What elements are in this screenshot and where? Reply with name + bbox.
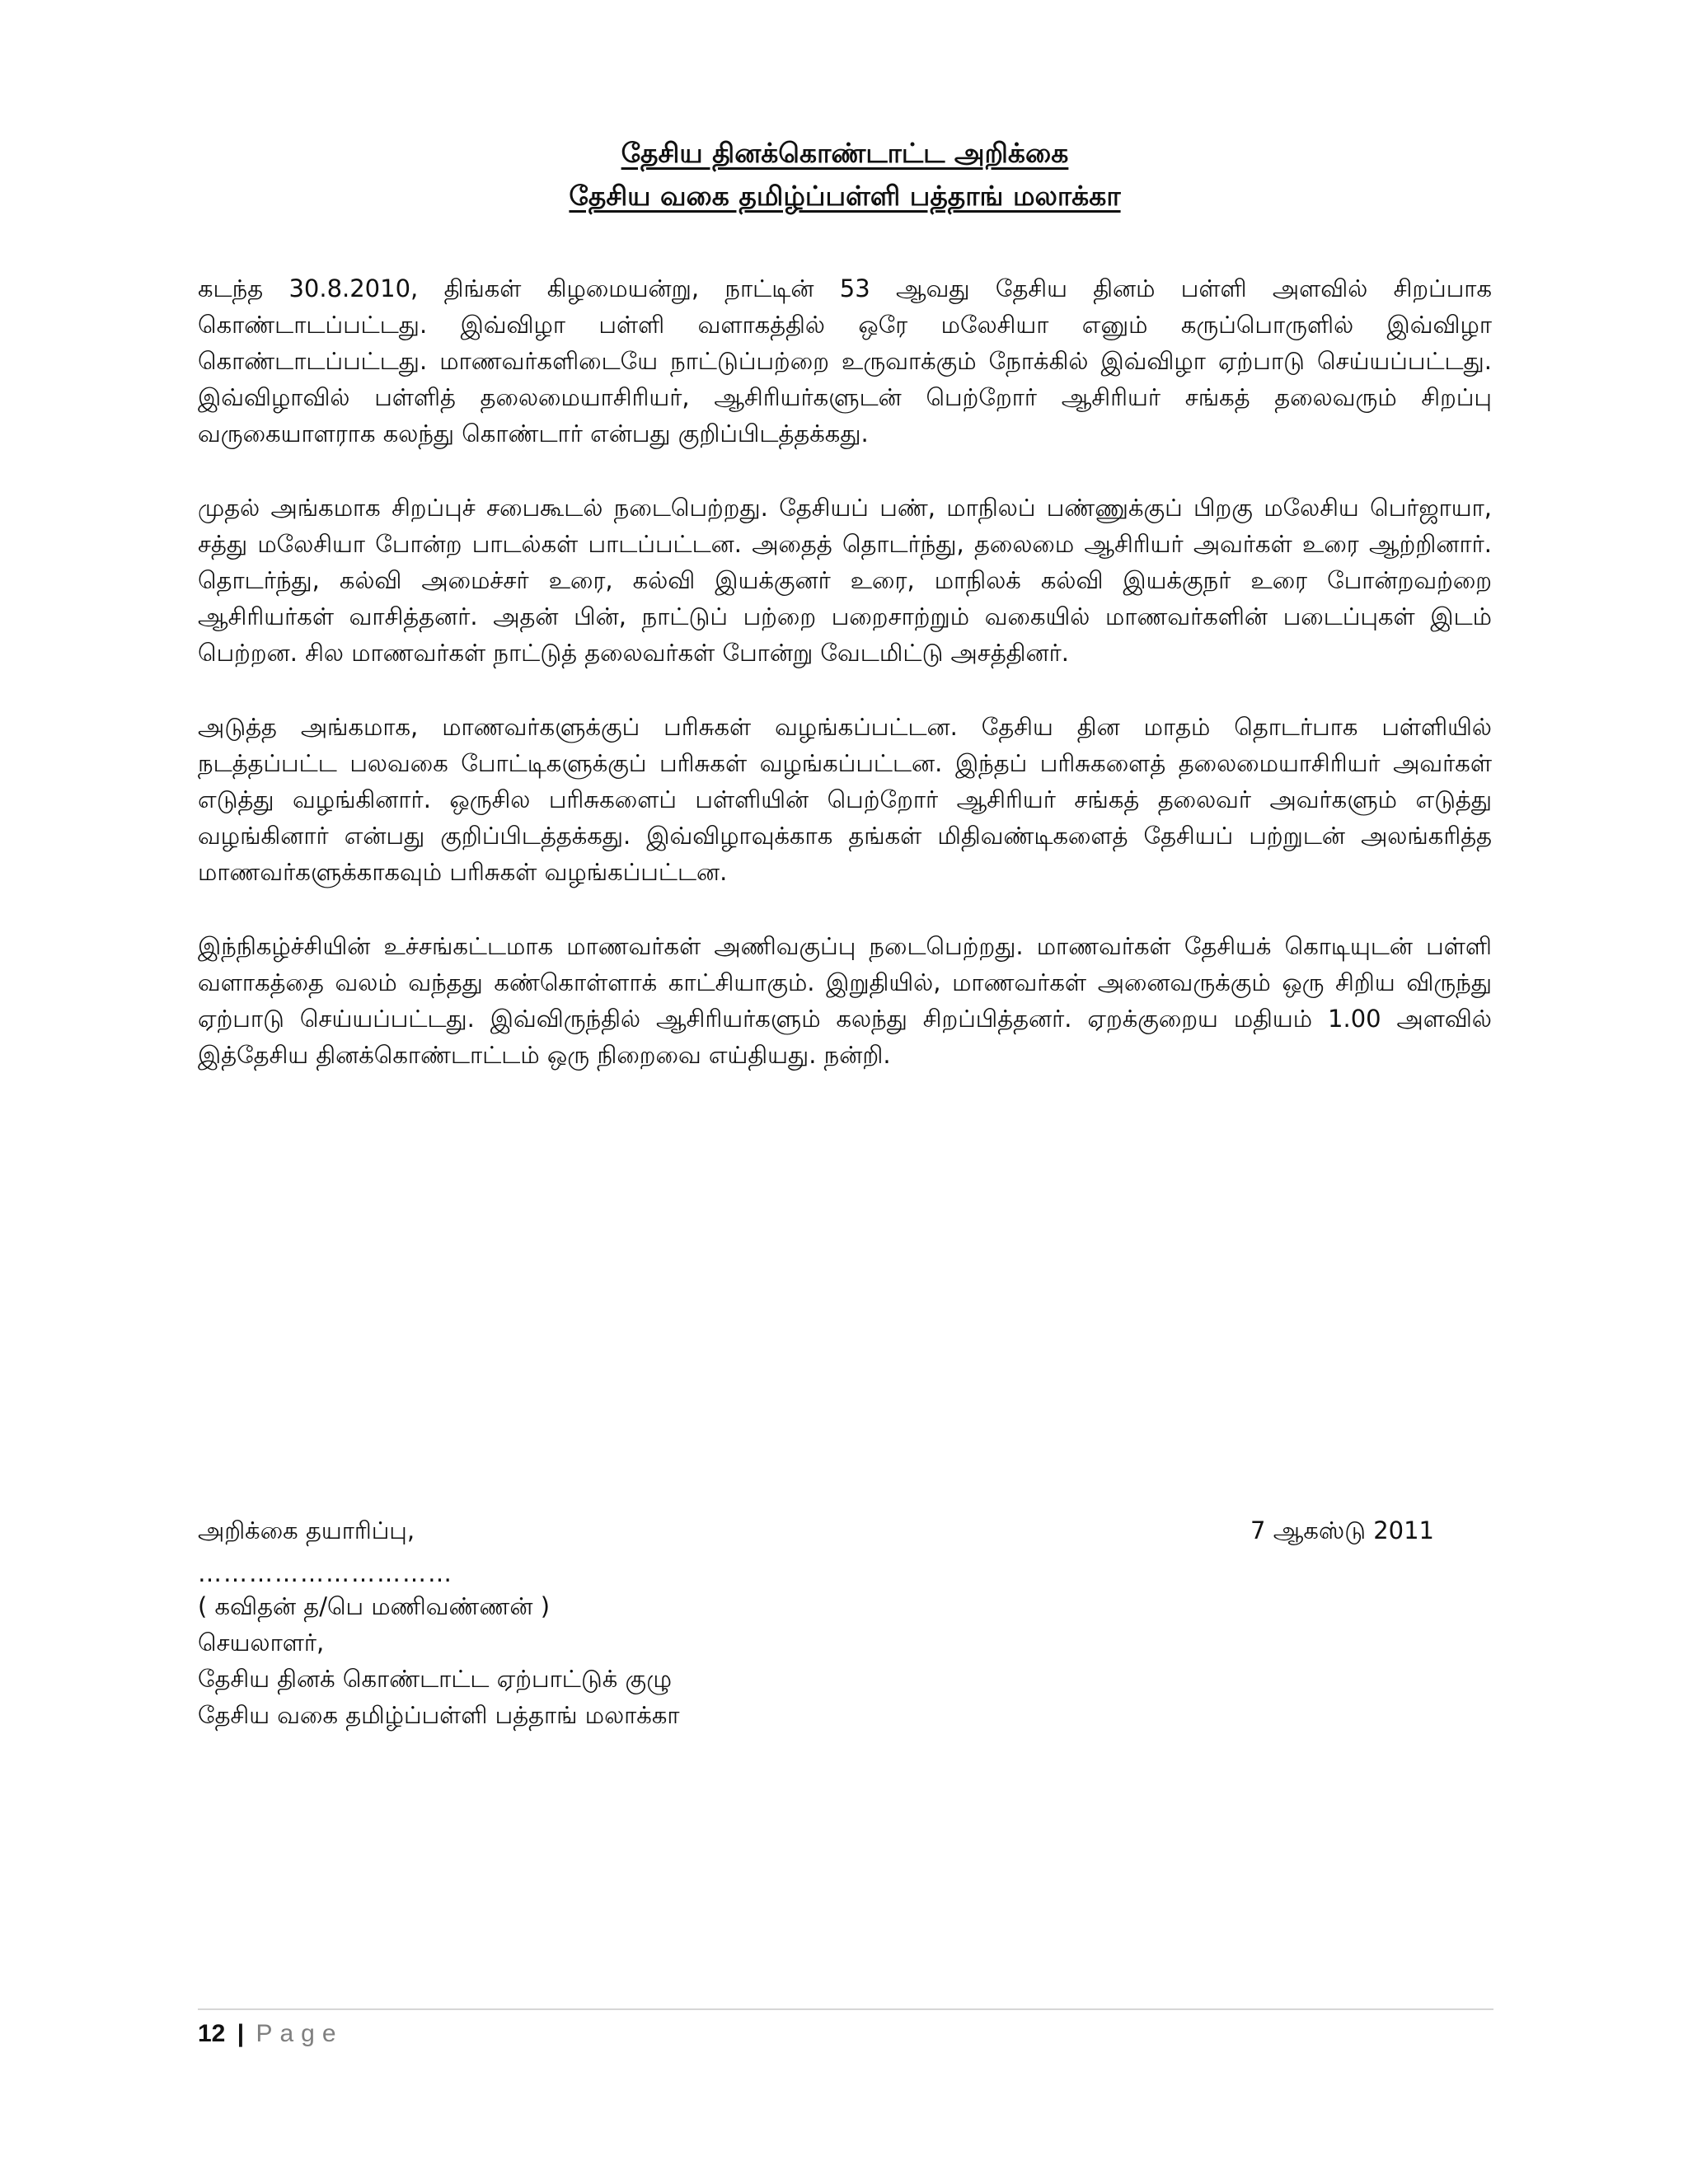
report-date: 7 ஆகஸ்டு 2011 [1250, 1516, 1434, 1544]
paragraph-3: அடுத்த அங்கமாக, மாணவர்களுக்குப் பரிசுகள் வழங்கப்பட்டன. தேசிய தின மாதம் தொடர்பாக பள்ளியில் நடத்தப்பட்ட பலவகை போட்டிகளுக்குப் பரிசுகள் வழங்கப்பட்டன. இந்தப் பரிசுகளைத் தலைமையாசிரியர் அவர்கள் எடுத்து வழங்கினார். ஒருசில பரிசுகளைப் பள்ளியின் பெற்றோர் ஆசிரியர் சங்கத் தலைவர் அவர்களும் எடுத்து வழங்கினார் என்பது குறிப்பிடத்தக்கது. இவ்விழாவுக்காக தங்கள் மிதிவண்டிகளைத் தேசியப் பற்றுடன் அலங்கரித்த மாணவர்களுக்காகவும் பரிசுகள் வழங்கப்பட்டன. [198, 713, 1492, 886]
title-line-2: தேசிய வகை தமிழ்ப்பள்ளி பத்தாங் மலாக்கா [569, 180, 1121, 212]
report-title [198, 132, 1492, 218]
signatory-name: ( கவிதன் த/பெ மணிவண்ணன் ) [198, 1592, 551, 1620]
paragraph-2: முதல் அங்கமாக சிறப்புச் சபைகூடல் நடைபெற்றது. தேசியப் பண், மாநிலப் பண்ணுக்குப் பிறகு மலேசிய பெர்ஜாயா, சத்து மலேசியா போன்ற பாடல்கள் பாடப்பட்டன. அதைத் தொடர்ந்து, தலைமை ஆசிரியர் அவர்கள் உரை ஆற்றினார். தொடர்ந்து, கல்வி அமைச்சர் உரை, கல்வி இயக்குனர் உரை, மாநிலக் கல்வி இயக்குநர் உரை போன்றவற்றை ஆசிரியர்கள் வாசித்தனர். அதன் பின், நாட்டுப் பற்றை பறைசாற்றும் வகையில் மாணவர்களின் படைப்புகள் இடம் பெற்றன. சில மாணவர்கள் நாட்டுத் தலைவர்கள் போன்று வேடமிட்டு அசத்தினர். [198, 494, 1492, 667]
signatory-role: செயலாளர், [198, 1629, 325, 1657]
prepared-by-label: அறிக்கை தயாரிப்பு, [198, 1516, 415, 1544]
title-line-1: தேசிய தினக்கொண்டாட்ட அறிக்கை [621, 137, 1069, 169]
report-body [198, 270, 1492, 1111]
school-name: தேசிய வகை தமிழ்ப்பள்ளி பத்தாங் மலாக்கா [198, 1701, 680, 1729]
page-number: 12 [198, 2020, 226, 2047]
page-label: Page [256, 2020, 344, 2047]
page-separator: | [237, 2020, 245, 2047]
signature-dotted-line: ………………………… [198, 1559, 453, 1587]
footer-divider [198, 2008, 1493, 2010]
paragraph-1: கடந்த 30.8.2010, திங்கள் கிழமையன்று, நாட்டின் 53 ஆவது தேசிய தினம் பள்ளி அளவில் சிறப்பாக கொண்டாடப்பட்டது. இவ்விழா பள்ளி வளாகத்தில் ஒரே மலேசியா எனும் கருப்பொருளில் இவ்விழா கொண்டாடப்பட்டது. மாணவர்களிடையே நாட்டுப்பற்றை உருவாக்கும் நோக்கில் இவ்விழா ஏற்பாடு செய்யப்பட்டது. இவ்விழாவில் பள்ளித் தலைமையாசிரியர், ஆசிரியர்களுடன் பெற்றோர் ஆசிரியர் சங்கத் தலைவரும் சிறப்பு வருகையாளராக கலந்து கொண்டார் என்பது குறிப்பிடத்தக்கது. [198, 274, 1492, 448]
signature-block [198, 1512, 1492, 1733]
committee-name: தேசிய தினக் கொண்டாட்ட ஏற்பாட்டுக் குழு [198, 1665, 673, 1693]
page-footer [198, 2018, 344, 2050]
paragraph-4: இந்நிகழ்ச்சியின் உச்சங்கட்டமாக மாணவர்கள் அணிவகுப்பு நடைபெற்றது. மாணவர்கள் தேசியக் கொடியுடன் பள்ளி வளாகத்தை வலம் வந்தது கண்கொள்ளாக் காட்சியாகும். இறுதியில், மாணவர்கள் அனைவருக்கும் ஒரு சிறிய விருந்து ஏற்பாடு செய்யப்பட்டது. இவ்விருந்தில் ஆசிரியர்களும் கலந்து சிறப்பித்தனர். ஏறக்குறைய மதியம் 1.00 அளவில் இத்தேசிய தினக்கொண்டாட்டம் ஒரு நிறைவை எய்தியது. நன்றி. [198, 932, 1492, 1069]
signature-header-row [198, 1512, 1492, 1549]
